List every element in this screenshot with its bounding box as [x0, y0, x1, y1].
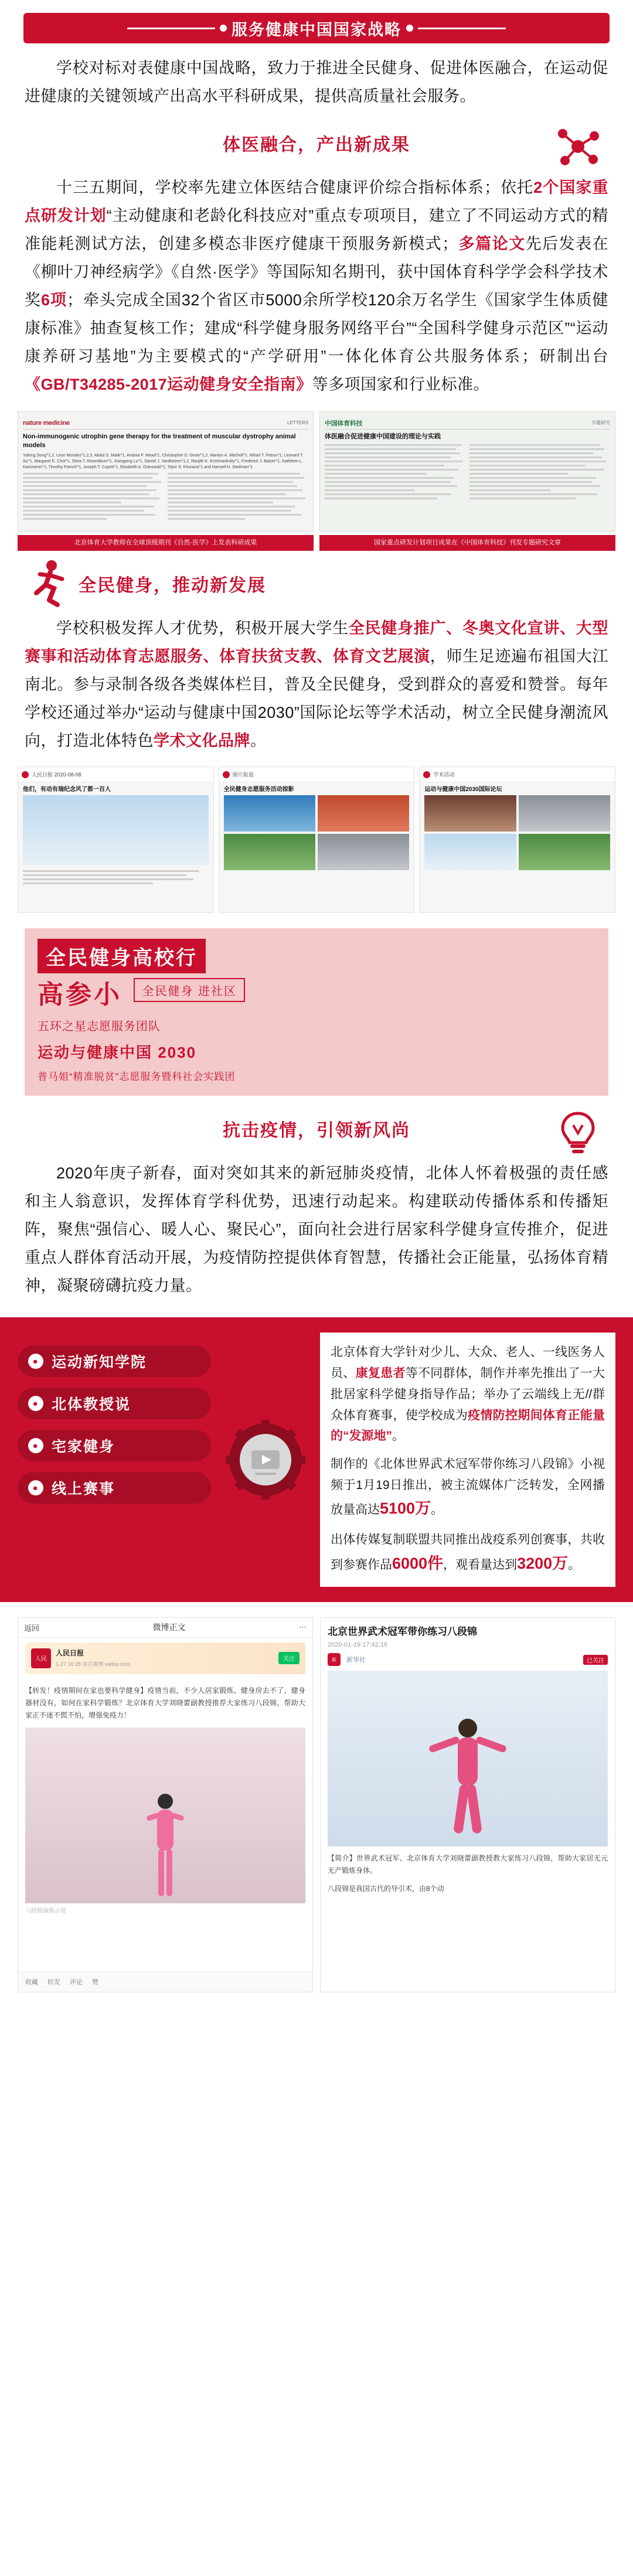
article-weibo [18, 1617, 313, 1992]
page-root [0, 13, 633, 2576]
media-card-source-2: 图片报道 [232, 772, 254, 778]
xinhua-article-meta [321, 1641, 615, 1653]
weibo-footer-actions [18, 1972, 312, 1992]
wushu-photo [424, 1706, 512, 1841]
avatar [22, 771, 29, 778]
follow-status-chip[interactable]: 已关注 [583, 1655, 608, 1665]
media-card-source-1: 人民日报 2020-08-08 [32, 772, 81, 778]
poster-badge [134, 978, 245, 1002]
paper-card-header-cn [325, 417, 610, 430]
media-photo-1 [23, 795, 209, 866]
media-card-row [18, 766, 615, 913]
covid-program-section [0, 1317, 633, 1602]
section-1-heading [25, 130, 608, 163]
xinhua-body-2: 八段锦是我国古代的导引术，由8个动 [328, 1885, 444, 1893]
weibo-topbar-title: 微博正文 [152, 1623, 186, 1633]
menu-item-label-2: 宅家健身 [52, 1439, 115, 1456]
paper-title-nature: Non-immunogenic utrophin gene therapy for the treatment of muscular dystrophy animal models [23, 433, 296, 449]
section-1-title: 体医融合，产出新成果 [223, 135, 410, 155]
xinhua-source-row [321, 1653, 615, 1671]
weibo-account-banner [25, 1643, 305, 1674]
s1-highlight-3: 6项 [40, 291, 67, 309]
avatar: 人民 [31, 1648, 51, 1668]
media-photo-grid-3 [420, 795, 615, 870]
media-card-title-1: 他们，有动有瑞纪念风了都一百人 [23, 786, 111, 793]
comment-button[interactable]: 评论 [70, 1979, 83, 1986]
weibo-body-text: 【转发！疫情期间在家也要科学健身】疫情当前，不少人居家锻炼。健身房去不了，健身器材没有，如何在家科学锻炼？北京体育大学刘晓蕾副教授推荐大家练习八段锦，帮助大家正不迷不慌不怕，增强免疫力！ [25, 1686, 305, 1719]
paper-caption-2: 国家重点研发计划项目成果在《中国体育科技》刊发专题研究文章 [319, 535, 615, 551]
menu-item-home-fitness[interactable] [18, 1430, 211, 1461]
poster-badge-line-1: 全民健身 [142, 985, 194, 999]
paper-cn-col-right [469, 444, 611, 502]
s2-text-a: 学校积极发挥人才优势，积极开展大学生 [56, 619, 349, 637]
poster-line-4: 运动与健康中国 2030 [38, 1044, 197, 1062]
stats-p1-tail: 。 [392, 1429, 404, 1443]
back-button[interactable]: 返回 [24, 1623, 40, 1633]
s1-text-b: “主动健康和老龄化科技应对”重点专项项目，建立了不同运动方式的精准能耗测试方法，创建多模态非医疗健康干预服务新模式； [25, 207, 609, 253]
stats-paragraph-1 [331, 1342, 605, 1446]
poster-badge-line-2: 进社区 [198, 985, 237, 999]
paper-card-header [23, 417, 308, 430]
article-xinhua [320, 1617, 615, 1992]
stats-paragraph-3 [331, 1529, 605, 1577]
s1-highlight-4: 《GB/T34285-2017运动健身安全指南》 [25, 376, 312, 394]
like-button[interactable]: 赞 [92, 1979, 98, 1986]
menu-item-label-3: 线上赛事 [52, 1481, 115, 1498]
media-photo-2a [224, 795, 315, 832]
paper-title-cn: 体医融合促进健康中国建设的理论与实践 [325, 433, 441, 441]
paper-caption-1: 北京体育大学教师在全球顶级期刊《自然·医学》上发表科研成果 [18, 535, 314, 551]
dot-icon: ● [28, 1354, 43, 1369]
follow-button[interactable]: 关注 [278, 1652, 300, 1664]
media-card-title-3: 运动与健康中国2030国际论坛 [424, 786, 502, 793]
banner-dot-right-icon [406, 25, 413, 32]
media-card-source-3: 学术活动 [433, 772, 455, 778]
s2-text-b: ，师生足迹遍布祖国大江南北。参与录制各级各类媒体栏目，普及全民健身，受到群众的喜爱和赞誉。每年学校还通过举办“运动与健康中国2030”国际论坛等学术活动，树立全民健身潮流风向，打造北体特色 [25, 648, 609, 750]
poster-line-2: 高参小 [38, 980, 122, 1010]
s1-text-a: 十三五期间，学校率先建立体医结合健康评价综合指标体系；依托 [56, 179, 534, 197]
section-3-paragraph: 2020年庚子新春，面对突如其来的新冠肺炎疫情，北体人怀着极强的责任感和主人翁意识，发挥体育学科优势，迅速行动起来。构建联动传播体系和传播矩阵，聚焦“强信心、暖人心、聚民心”，面向社会进行居家科学健身宣传推介，促进重点人群体育活动开展，为疫情防控提供体育智慧，传播社会正能量，弘扬体育精神，凝聚磅礴抗疫力量。 [25, 1164, 608, 1295]
menu-item-professor-talks[interactable] [18, 1388, 211, 1419]
article-screenshot-row [18, 1617, 615, 1992]
media-photo-3a [424, 795, 516, 832]
header-banner [23, 13, 610, 43]
s1-highlight-2: 多篇论文 [458, 235, 526, 253]
weibo-topbar [18, 1618, 312, 1638]
dot-icon: ● [28, 1438, 43, 1453]
media-photo-grid-2 [219, 795, 414, 870]
section-2-title: 全民健身，推动新发展 [79, 575, 266, 595]
media-card-header-1 [18, 767, 213, 782]
banner-bar-left [127, 28, 215, 29]
lightbulb-icon [553, 1108, 603, 1157]
dot-icon: ● [28, 1480, 43, 1495]
journal-logo-nature: nature medicine [23, 419, 70, 427]
weibo-hero-caption: 八段锦演练示范 [25, 1907, 66, 1914]
covid-stats-panel [320, 1333, 615, 1586]
paper-card-nature [18, 411, 314, 531]
s1-text-e: 等多项国家和行业标准。 [312, 376, 490, 394]
intro-paragraph: 学校对标对表健康中国战略，致力于推进全民健身、促进体医融合，在运动促进健康的关键领域产出高水平科研成果，提供高质量社会服务。 [25, 59, 608, 105]
section-3-title: 抗击疫情，引领新风尚 [223, 1121, 410, 1141]
stats-p3-pre: 出体传媒复制联盟共同推出战疫系列创赛事，共收到参赛作品 [331, 1533, 605, 1572]
banner-dot-left-icon [220, 25, 227, 32]
stats-p1-post: 等不同群体，制作并率先推出了一大批居家科学健身指导作品；举办了云端线上无//群众体育赛事，使学校成为 [331, 1367, 605, 1422]
media-card-title-2: 全民健身志愿服务活动掠影 [223, 786, 294, 793]
journal-section-tag-cn: 专题研究 [591, 420, 610, 426]
forward-button[interactable]: 转发 [47, 1979, 60, 1986]
stats-p3-tail: 。 [568, 1558, 581, 1572]
section-2-paragraph [25, 614, 608, 755]
media-card-photos-2 [419, 766, 615, 913]
paper-card-cn [319, 411, 615, 531]
section-1-paragraph [25, 173, 608, 398]
video-gear-icon [224, 1419, 307, 1501]
media-card-photos-1 [219, 766, 415, 913]
banner-bar-right [418, 28, 506, 29]
poster-line-3: 五环之星志愿服务团队 [38, 1020, 161, 1034]
media-photo-2c [224, 834, 315, 870]
journal-logo-cn: 中国体育科技 [325, 420, 363, 427]
stats-p1-pre: 北京体育大学针对少儿、大众、老人、一线医务人员、 [331, 1345, 605, 1381]
paper-screenshot-row [18, 411, 615, 531]
stats-p2-tail: 。 [431, 1503, 444, 1517]
media-photo-2b [318, 795, 409, 832]
exercise-photo [137, 1786, 193, 1903]
paper-caption-row [18, 535, 615, 551]
media-photo-3c [424, 834, 516, 870]
xinhua-date: 2020-01-19 17:42:16 [328, 1641, 388, 1649]
program-menu [18, 1333, 211, 1586]
menu-item-label-0: 运动新知学院 [52, 1354, 147, 1371]
page-title: 服务健康中国国家战略 [232, 21, 401, 39]
weibo-post-time: 1-27 16:28 来自微博 weibo.com [56, 1661, 131, 1667]
stats-number-views: 5100万 [380, 1500, 431, 1518]
media-card-article [18, 766, 214, 913]
stats-paragraph-2 [331, 1454, 605, 1522]
media-photo-2d [318, 834, 409, 870]
xinhua-hero-image [328, 1671, 608, 1846]
more-icon[interactable]: ⋯ [299, 1623, 307, 1632]
runner-icon [25, 558, 72, 611]
media-card-header-2 [219, 767, 414, 782]
section-3-heading [25, 1116, 608, 1149]
stats-p3-mid: ，观看量达到 [443, 1558, 518, 1572]
stats-p1-hl: 康复患者 [355, 1367, 406, 1381]
avatar [223, 771, 230, 778]
paper-body-col-right [168, 473, 309, 522]
paper-authors-nature: Yafeng Song^1,2, Leon Morales^1,2,3, Abdul S. Malik^1, Andrea F. Mead^1, Christopher D. Greer^1,2, Marilyn A. Mitchell^1, Mihail T. Petrov^1, Leonard T. Su^1, Margaret E. Choi^1, Shira T. Rosenblum^1, Xiangping Lu^1, Daniel J. VanBelzen^1,2, Ranjith K. Krishnankutty^1, Frederick J. Balzer^1, Kathleen L. Kammerer^1, Timothy French^1, Joseph T. Copeti^1, Elizabeth A. Ostrowski^1, Tejvir S. Khurana^1 and Hansell H. Stedman^1 [23, 454, 304, 469]
s1-text-d: ；牵头完成全国32个省区市5000余所学校120余万名学生《国家学生体质健康标准》抽查复核工作；建成“科学健身服务网络平台”“全国科学健身示范区”“运动康养研习基地”为主要模式的“产学研用”一体化体育公共服务体系；研制出台 [25, 291, 608, 366]
weibo-account-name: 人民日报 [56, 1648, 84, 1657]
s2-highlight-1: 全民健身推广、冬奥文化宣讲、大型赛事和活动体育志愿服务、体育扶贫支教、体育文艺展演 [25, 619, 609, 666]
journal-section-tag: LETTERS [287, 420, 308, 426]
poster-line-5: 普马姐“精准脱贫”志愿服务暨科社会实践团 [38, 1071, 236, 1083]
xinhua-article-title: 北京世界武术冠军带你练习八段锦 [328, 1626, 477, 1637]
menu-item-label-1: 北体教授说 [52, 1396, 131, 1413]
paper-cn-col-left [325, 444, 466, 502]
s1-highlight-1: 2个国家重点研发计划 [25, 179, 608, 225]
menu-item-online-events[interactable] [18, 1472, 211, 1504]
avatar: 新 [328, 1653, 341, 1666]
media-photo-3b [519, 795, 610, 832]
paper-body-col-left [23, 473, 164, 522]
campaign-poster [25, 928, 608, 1096]
poster-line-1: 全民健身高校行 [38, 939, 206, 973]
stats-number-entries: 6000件 [392, 1554, 444, 1572]
media-photo-3d [519, 834, 610, 870]
menu-item-sports-knowledge[interactable] [18, 1345, 211, 1377]
dot-icon: ● [28, 1396, 43, 1411]
media-card-body-1 [18, 866, 213, 884]
avatar [423, 771, 430, 778]
stats-number-watch: 3200万 [517, 1554, 569, 1572]
stats-p1-hl2: 疫情防控期间体育正能量的“发源地” [331, 1408, 605, 1443]
section-2-heading [25, 571, 608, 604]
xinhua-body-lead: 【简介】世界武术冠军、北京体育大学刘晓蕾副教授教大家练习八段锦，帮助大家居无元无产锻炼身体。 [328, 1854, 608, 1875]
stats-p2-pre: 制作的《北体世界武术冠军带你练习八段锦》小视频于1月19日推出，被主流媒体广泛转发，全网播放量高达 [331, 1457, 605, 1517]
s1-text-c: 先后发表在《柳叶刀神经病学》《自然·医学》等国际知名期刊，获中国体育科学学会科学技术奖 [25, 235, 609, 309]
collect-button[interactable]: 收藏 [25, 1979, 38, 1986]
weibo-hero-image [25, 1727, 305, 1903]
video-gear-wrap [222, 1333, 309, 1586]
s2-highlight-2: 学术文化品牌 [154, 732, 250, 750]
media-card-header-3 [420, 767, 615, 782]
molecule-icon [553, 122, 603, 171]
s2-text-c: 。 [250, 732, 267, 750]
xinhua-source: 新华社 [346, 1657, 366, 1664]
